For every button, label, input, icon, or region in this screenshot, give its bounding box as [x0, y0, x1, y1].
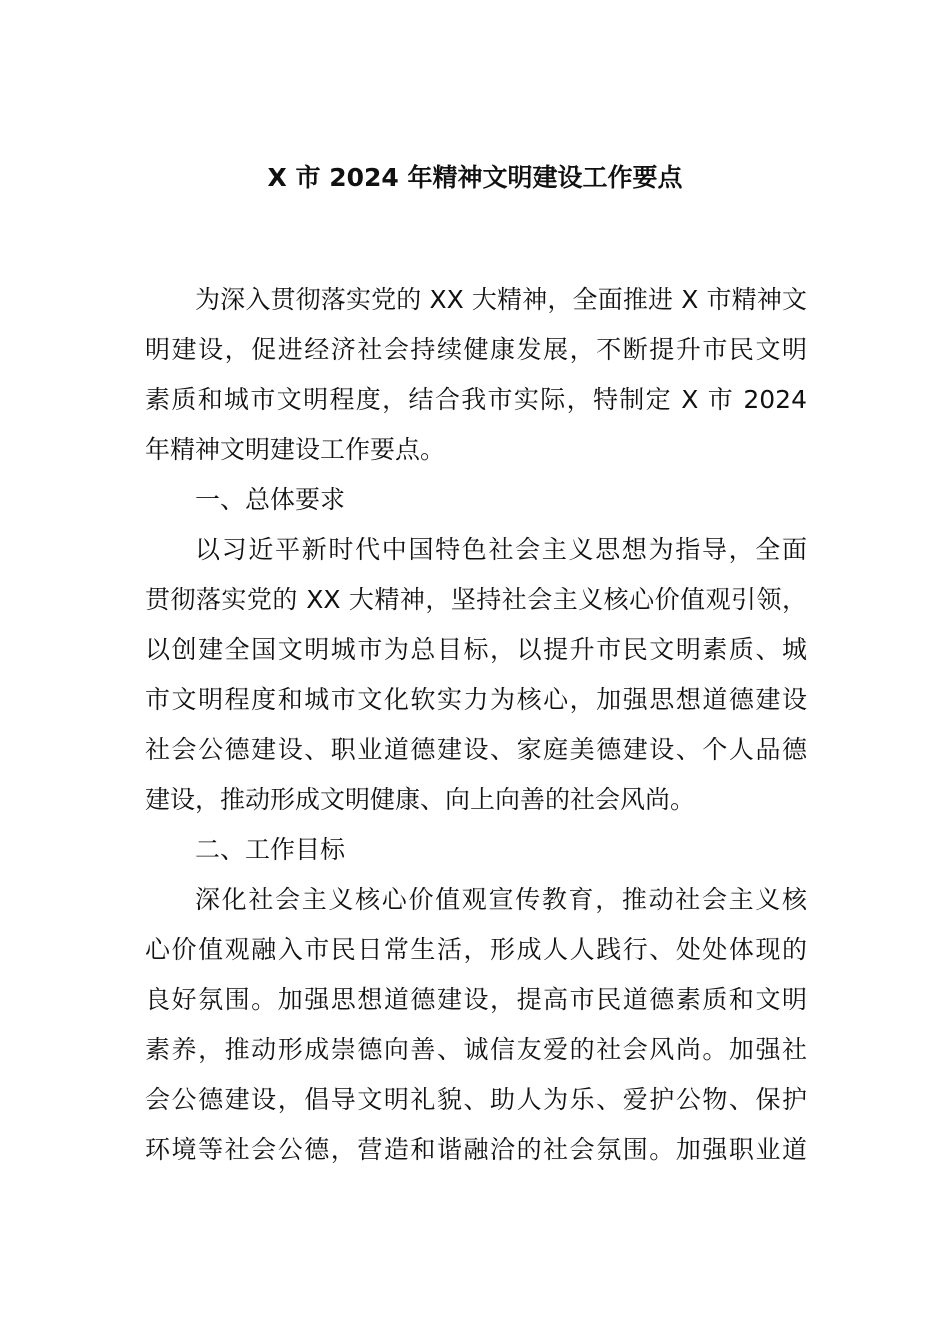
document-title: X 市 2024 年精神文明建设工作要点 [267, 163, 683, 192]
paragraph-line: 环境等社会公德，营造和谐融洽的社会氛围。加强职业道 [145, 1135, 807, 1164]
paragraph-line: 为深入贯彻落实党的 XX 大精神，全面推进 X 市精神文 [195, 285, 807, 314]
paragraph-line: 会公德建设，倡导文明礼貌、助人为乐、爱护公物、保护 [145, 1085, 807, 1114]
paragraph-line: 以习近平新时代中国特色社会主义思想为指导，全面 [195, 535, 807, 564]
paragraph-line: 社会公德建设、职业道德建设、家庭美德建设、个人品德 [145, 735, 807, 764]
paragraph-line: 素质和城市文明程度，结合我市实际，特制定 X 市 2024 [145, 385, 807, 414]
paragraph-line: 贯彻落实党的 XX 大精神，坚持社会主义核心价值观引领， [145, 585, 807, 614]
paragraph-line: 市文明程度和城市文化软实力为核心，加强思想道德建设 [145, 685, 807, 714]
paragraph-line: 心价值观融入市民日常生活，形成人人践行、处处体现的 [145, 935, 807, 964]
paragraph-line: 年精神文明建设工作要点。 [145, 435, 446, 464]
paragraph-line: 以创建全国文明城市为总目标，以提升市民文明素质、城 [145, 635, 807, 664]
section-heading: 一、总体要求 [195, 485, 346, 514]
paragraph-line: 深化社会主义核心价值观宣传教育，推动社会主义核 [195, 885, 807, 914]
section-heading: 二、工作目标 [195, 835, 346, 864]
paragraph-line: 建设，推动形成文明健康、向上向善的社会风尚。 [145, 785, 696, 814]
paragraph-line: 素养，推动形成崇德向善、诚信友爱的社会风尚。加强社 [145, 1035, 807, 1064]
paragraph-line: 良好氛围。加强思想道德建设，提高市民道德素质和文明 [145, 985, 807, 1014]
paragraph-line: 明建设，促进经济社会持续健康发展，不断提升市民文明 [145, 335, 807, 364]
